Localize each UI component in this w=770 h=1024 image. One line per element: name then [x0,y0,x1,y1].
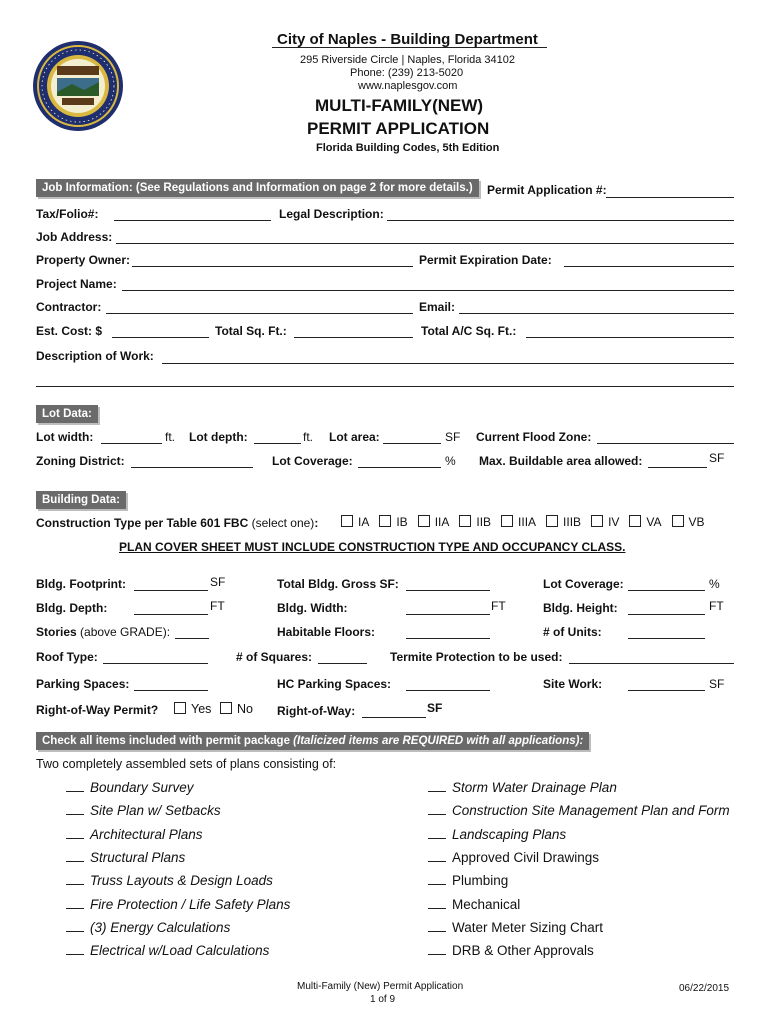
checklist-item[interactable] [66,897,290,912]
ft-unit-1: ft. [165,430,176,444]
description-label: Description of Work: [36,349,154,363]
construction-type-checkbox[interactable] [379,515,391,527]
stories-note: (above GRADE): [80,625,171,639]
max-buildable-field[interactable] [648,454,707,468]
right-of-way-label: Right-of-Way: [277,704,356,718]
job-address-label: Job Address: [36,230,113,244]
checklist-blank[interactable] [66,922,84,932]
parking-field[interactable] [134,677,208,691]
checklist-item[interactable] [428,803,730,818]
construction-type-checkbox[interactable] [546,515,558,527]
sqft-label: Total Sq. Ft.: [215,324,287,338]
no-label: No [237,702,253,716]
checklist-blank[interactable] [428,899,446,909]
lot-area-label: Lot area: [329,430,380,444]
ac-sqft-field[interactable] [526,324,734,338]
pct-unit-1: % [445,454,456,468]
checklist-item[interactable] [428,920,603,935]
checklist-intro: Two completely assembled sets of plans consisting of: [36,757,337,771]
ft-unit-a: FT [210,599,225,613]
job-address-field[interactable] [116,230,734,244]
ft-unit-2: ft. [303,430,314,444]
description-field-2[interactable] [36,373,734,387]
construction-type-checkbox[interactable] [418,515,430,527]
checklist-blank[interactable] [428,945,446,955]
subtitle: Florida Building Codes, 5th Edition [316,142,500,154]
plan-cover-notice: PLAN COVER SHEET MUST INCLUDE CONSTRUCTION TYPE AND OCCUPANCY CLASS. [119,540,626,554]
termite-label: Termite Protection to be used: [390,650,563,664]
construction-type-label: IA [358,515,370,529]
construction-type-option[interactable] [591,515,619,529]
construction-colon: : [314,516,319,530]
checklist-blank[interactable] [428,852,446,862]
checklist-bar-italic: (Italicized items are REQUIRED with all applications): [293,735,584,747]
checklist-item[interactable] [66,803,221,818]
parking-label: Parking Spaces: [36,677,130,691]
ft-unit-b: FT [491,599,506,613]
org-underline [272,47,547,48]
checklist-item-label: Approved Civil Drawings [452,849,600,865]
stories-label: Stories [36,625,77,639]
checklist-blank[interactable] [428,805,446,815]
flood-zone-label: Current Flood Zone: [476,430,592,444]
footer-page: 1 of 9 [370,994,396,1005]
construction-type-checkbox[interactable] [629,515,641,527]
construction-type-label: IIA [434,515,450,529]
checklist-item[interactable] [428,897,520,912]
contractor-field[interactable] [106,300,413,314]
checklist-item[interactable] [428,780,617,795]
ft-unit-c: FT [709,599,724,613]
checklist-item[interactable] [66,943,269,958]
permit-no-label: Permit Application #: [487,183,607,197]
site-work-field[interactable] [628,677,705,691]
checklist-bar [36,732,589,750]
construction-type-options [341,515,715,529]
org-name: City of Naples - Building Department [277,31,538,48]
ac-sqft-label: Total A/C Sq. Ft.: [421,324,517,338]
habitable-floors-label: Habitable Floors: [277,625,376,639]
sqft-field[interactable] [294,324,413,338]
cost-label: Est. Cost: $ [36,324,103,338]
checklist-blank[interactable] [428,782,446,792]
footprint-label: Bldg. Footprint: [36,577,126,591]
select-one-note: (select one) [251,516,315,530]
units-field[interactable] [628,625,705,639]
footer-date: 06/22/2015 [679,983,730,994]
hc-parking-field[interactable] [406,677,490,691]
yes-checkbox[interactable] [174,702,186,714]
checklist-item-label: Mechanical [452,896,521,912]
job-info-bar: Job Information: (See Regulations and Information on page 2 for more details.) [36,179,479,197]
phone: Phone: (239) 213-5020 [350,67,464,79]
construction-type-option[interactable] [629,515,661,529]
bldg-width-label: Bldg. Width: [277,601,348,615]
sf-unit-b: SF [709,677,725,691]
no-checkbox[interactable] [220,702,232,714]
legal-label: Legal Description: [279,207,384,221]
footer-doc-title: Multi-Family (New) Permit Application [297,981,464,992]
checklist-blank[interactable] [66,875,84,885]
max-buildable-label: Max. Buildable area allowed: [479,454,643,468]
construction-type-label: Construction Type per Table 601 FBC [36,516,249,530]
checklist-item-label: Site Plan w/ Setbacks [90,803,221,819]
checklist-item[interactable] [66,873,273,888]
construction-type-checkbox[interactable] [591,515,603,527]
lot-width-label: Lot width: [36,430,94,444]
site-work-label: Site Work: [543,677,603,691]
right-of-way-field[interactable] [362,704,426,718]
checklist-item-label: Landscaping Plans [452,826,567,842]
checklist-item[interactable] [428,873,508,888]
legal-field[interactable] [387,207,734,221]
sf-unit-c: SF [427,701,443,715]
bldg-width-field[interactable] [406,601,490,615]
checklist-item-label: Truss Layouts & Design Loads [90,873,273,889]
checklist-blank[interactable] [428,922,446,932]
lot-depth-label: Lot depth: [189,430,248,444]
construction-type-label: IIIB [563,515,582,529]
building-data-bar: Building Data: [36,491,126,509]
units-label: # of Units: [543,625,602,639]
construction-type-option[interactable] [501,515,536,529]
owner-field[interactable] [132,253,413,267]
checklist-item[interactable] [428,827,566,842]
checklist-item-label: Construction Site Management Plan and Form [452,803,730,819]
lot-depth-field[interactable] [254,430,301,444]
tax-field[interactable] [114,207,271,221]
bldg-depth-field[interactable] [134,601,208,615]
stories-field[interactable] [175,625,209,639]
construction-type-label: IV [608,515,620,529]
sf-unit-1: SF [445,430,461,444]
checklist-item[interactable] [66,827,203,842]
construction-type-label: IB [396,515,408,529]
construction-type-checkbox[interactable] [459,515,471,527]
permit-no-field[interactable] [606,184,734,198]
construction-type-checkbox[interactable] [672,515,684,527]
construction-type-option[interactable] [546,515,581,529]
construction-type-row [36,516,318,530]
squares-field[interactable] [318,650,367,664]
pct-unit-2: % [709,577,720,591]
construction-type-label: VB [688,515,705,529]
checklist-blank[interactable] [66,782,84,792]
checklist-item-label: Plumbing [452,873,509,889]
checklist-blank[interactable] [66,899,84,909]
checklist-item[interactable] [66,850,185,865]
construction-type-option[interactable] [341,515,369,529]
construction-type-option[interactable] [418,515,450,529]
checklist-blank[interactable] [66,829,84,839]
row-permit-yes[interactable] [174,702,211,716]
checklist-blank[interactable] [428,829,446,839]
lot-area-field[interactable] [383,430,441,444]
checklist-item[interactable] [66,920,230,935]
sf-unit-2: SF [709,451,725,465]
flood-zone-field[interactable] [597,430,734,444]
address: 295 Riverside Circle | Naples, Florida 34102 [300,54,516,66]
squares-label: # of Squares: [236,650,313,664]
checklist-item-label: Water Meter Sizing Chart [452,919,604,935]
title-line-1: MULTI-FAMILY(NEW) [315,96,484,115]
row-permit-no[interactable] [220,702,253,716]
lot-data-bar: Lot Data: [36,405,98,423]
city-seal-logo [32,40,124,132]
expiration-label: Permit Expiration Date: [419,253,552,267]
project-label: Project Name: [36,277,117,291]
checklist-item-label: Fire Protection / Life Safety Plans [90,896,291,912]
roof-type-label: Roof Type: [36,650,98,664]
termite-field[interactable] [569,650,734,664]
construction-type-label: VA [646,515,662,529]
stories-row [36,625,170,639]
footprint-field[interactable] [134,577,208,591]
habitable-floors-field[interactable] [406,625,490,639]
email-label: Email: [419,300,456,314]
construction-type-option[interactable] [672,515,705,529]
gross-sf-field[interactable] [406,577,490,591]
checklist-blank[interactable] [66,945,84,955]
cost-field[interactable] [112,324,209,338]
checklist-item-label: (3) Energy Calculations [90,919,231,935]
email-field[interactable] [459,300,734,314]
hc-parking-label: HC Parking Spaces: [277,677,392,691]
checklist-item-label: Storm Water Drainage Plan [452,780,617,795]
title-line-2: PERMIT APPLICATION [307,119,490,138]
checklist-blank[interactable] [66,852,84,862]
bldg-height-field[interactable] [628,601,705,615]
bldg-depth-label: Bldg. Depth: [36,601,108,615]
contractor-label: Contractor: [36,300,102,314]
checklist-blank[interactable] [428,875,446,885]
tax-label: Tax/Folio#: [36,207,99,221]
checklist-blank[interactable] [66,805,84,815]
construction-type-checkbox[interactable] [501,515,513,527]
yes-label: Yes [191,702,212,716]
checklist-item-label: DRB & Other Approvals [452,943,594,959]
row-permit-label: Right-of-Way Permit? [36,703,159,717]
bldg-height-label: Bldg. Height: [543,601,618,615]
bldg-lot-coverage-field[interactable] [628,577,705,591]
construction-type-checkbox[interactable] [341,515,353,527]
bldg-lot-coverage-label: Lot Coverage: [543,577,624,591]
owner-label: Property Owner: [36,253,131,267]
checklist-item-label: Boundary Survey [90,780,194,795]
construction-type-label: IIB [476,515,492,529]
zoning-label: Zoning District: [36,454,125,468]
checklist-item[interactable] [428,850,599,865]
construction-type-label: IIIA [518,515,537,529]
lot-coverage-label: Lot Coverage: [272,454,353,468]
checklist-item-label: Structural Plans [90,849,186,865]
project-field[interactable] [122,277,734,291]
construction-type-option[interactable] [459,515,491,529]
checklist-item[interactable] [66,780,194,795]
gross-sf-label: Total Bldg. Gross SF: [277,577,399,591]
construction-type-option[interactable] [379,515,407,529]
checklist-item-label: Electrical w/Load Calculations [90,943,270,959]
lot-width-field[interactable] [101,430,162,444]
checklist-item-label: Architectural Plans [90,826,203,842]
lot-coverage-field[interactable] [358,454,441,468]
zoning-field[interactable] [131,454,253,468]
website: www.naplesgov.com [358,80,458,92]
checklist-bar-text: Check all items included with permit package [42,735,294,747]
roof-type-field[interactable] [103,650,208,664]
checklist-item[interactable] [428,943,594,958]
expiration-field[interactable] [564,253,734,267]
description-field[interactable] [162,350,734,364]
sf-unit-a: SF [210,575,226,589]
